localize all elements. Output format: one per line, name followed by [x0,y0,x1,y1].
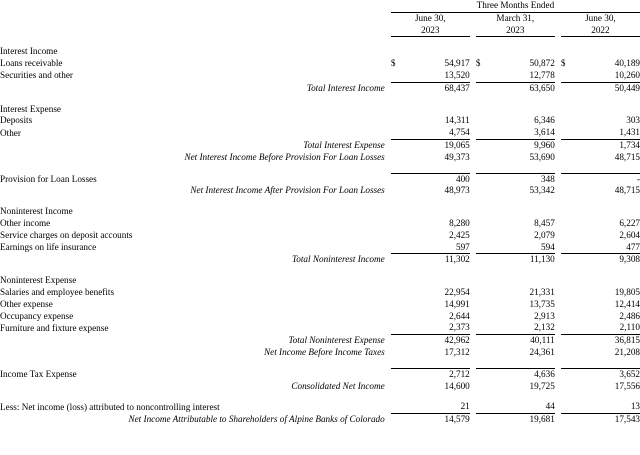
currency-symbol-cell-2 [476,139,492,151]
value-cell-3: 40,189 [614,58,640,69]
derived-total-row [0,152,640,164]
value-cell-3: 50,449 [577,82,640,94]
currency-symbol-cell-1: $ [390,58,396,69]
header-blank [0,12,385,24]
value-cell-2 [492,206,555,218]
currency-symbol-cell-1 [391,242,407,254]
subtotal-row [0,254,640,266]
section-title: Interest Expense [0,103,61,114]
currency-symbol-cell-2 [476,414,492,426]
value-cell-1 [407,275,470,287]
derived-total-label: Net Interest Income Before Provision For Loan Losses [184,151,385,162]
currency-symbol-cell-3 [561,70,577,82]
currency-symbol-cell-2 [476,82,492,94]
value-cell-3: 9,308 [577,254,640,266]
section-title: Noninterest Income [0,206,73,217]
section-header-row [0,368,640,380]
currency-symbol-cell-3 [561,206,577,218]
value-cell-1: 597 [455,241,470,252]
currency-symbol-cell-3 [561,115,577,127]
currency-symbol-cell-1 [391,368,407,380]
currency-symbol-cell-1 [391,322,407,334]
value-cell-3: 36,815 [577,335,640,347]
line-item-row [0,230,640,242]
header-column-1-line2: 2023 [391,25,470,37]
value-cell-1: 14,579 [407,414,470,426]
currency-symbol-cell-1 [391,70,407,82]
currency-symbol-cell-3 [561,82,577,94]
currency-symbol-cell-2 [476,152,492,164]
section-title: Provision for Loan Losses [0,173,97,184]
value-cell-2: 50,872 [529,58,555,69]
line-item-label: Deposits [0,115,33,126]
currency-symbol-cell-2 [476,173,492,185]
section-header-row [0,206,640,218]
currency-symbol-cell-3 [561,335,577,347]
currency-symbol-cell-3 [561,104,577,116]
spacer-cell [0,359,640,369]
currency-symbol-cell-2 [476,322,492,334]
header-column-2-line2: 2023 [476,25,555,37]
value-cell-2: 19,725 [529,380,555,391]
value-cell-3: 1,431 [619,127,640,138]
currency-symbol-cell-3 [561,381,577,393]
subtotal-label: Total Noninterest Income [292,254,385,265]
currency-symbol-cell-3 [561,230,577,242]
value-cell-3: 17,543 [577,414,640,426]
value-cell-3 [577,46,640,58]
currency-symbol-cell-3: $ [560,58,566,69]
value-cell-3: 19,805 [614,286,640,297]
spacer-cell [0,197,640,206]
value-cell-1: 19,065 [407,139,470,151]
value-cell-3: 10,260 [614,69,640,80]
line-item-label: Loans receivable [0,58,63,69]
derived-total-label: Net Interest Income After Provision For Loan Losses [190,185,385,196]
value-cell-3: 48,715 [614,185,640,196]
currency-symbol-cell-1 [391,82,407,94]
value-cell-1: 14,600 [444,380,470,391]
value-cell-3: 1,734 [577,139,640,151]
line-item-label: Other expense [0,298,53,309]
spacer-cell [0,392,640,401]
value-cell-2: 2,132 [534,322,555,333]
derived-total-row [0,185,640,197]
row-spacer [0,37,640,47]
currency-symbol-cell-3 [561,401,577,413]
line-item-row [0,311,640,323]
value-cell-1: 2,425 [449,229,470,240]
value-cell-2: 44 [545,401,555,412]
value-cell-1: 68,437 [407,82,470,94]
value-cell-2: 19,681 [492,414,555,426]
value-cell-3: 2,486 [619,310,640,321]
currency-symbol-cell-3 [561,127,577,139]
currency-symbol-cell-2 [476,287,492,299]
line-item-label: Other [0,127,21,138]
value-cell-1: 11,302 [407,254,470,266]
derived-total-label: Net Income Before Income Taxes [263,346,385,357]
line-item-row [0,242,640,254]
currency-symbol-cell-1 [391,254,407,266]
currency-symbol-cell-3 [561,414,577,426]
value-cell-1: 13,520 [444,69,470,80]
line-item-label: Salaries and employee benefits [0,286,115,297]
currency-symbol-cell-2 [476,275,492,287]
value-cell-2 [492,275,555,287]
currency-symbol-cell-3 [561,299,577,311]
line-item-row [0,127,640,139]
value-cell-3 [577,206,640,218]
value-cell-1 [407,46,470,58]
value-cell-2 [492,46,555,58]
header-column-1-line1: June 30, [414,12,446,23]
currency-symbol-cell-3 [561,173,577,185]
section-header-row [0,173,640,185]
less-row-label: Less: Net income (loss) attributed to noncontrolling interest [0,401,220,412]
value-cell-1: 2,373 [449,322,470,333]
section-title: Noninterest Expense [0,275,77,286]
value-cell-2: 2,079 [534,229,555,240]
line-item-label: Other income [0,217,51,228]
value-cell-3: 12,414 [614,298,640,309]
value-cell-2: 348 [492,173,555,185]
line-item-row [0,70,640,82]
row-spacer [0,95,640,104]
subtotal-label: Total Noninterest Expense [288,335,385,346]
value-cell-2: 21,331 [529,286,555,297]
header-blank [0,25,385,37]
value-cell-3: 21,208 [614,346,640,357]
row-spacer [0,164,640,174]
currency-symbol-cell-2 [476,230,492,242]
currency-symbol-cell-3 [561,152,577,164]
value-cell-2: 24,361 [529,346,555,357]
spacer-cell [0,95,640,104]
line-item-label: Occupancy expense [0,310,74,321]
net-income-attributable-row [0,414,640,426]
currency-symbol-cell-2 [476,104,492,116]
value-cell-3: 6,227 [619,217,640,228]
value-cell-2: 53,690 [529,151,555,162]
value-cell-1: 17,312 [444,346,470,357]
currency-symbol-cell-1 [391,127,407,139]
derived-total-row [0,347,640,359]
spacer-cell [0,37,640,47]
currency-symbol-cell-1 [391,152,407,164]
value-cell-1: 14,991 [444,298,470,309]
header-date-line2-row [0,25,640,37]
value-cell-1: 2,712 [407,368,470,380]
currency-symbol-cell-3 [561,347,577,359]
value-cell-3: 17,556 [614,380,640,391]
currency-symbol-cell-3 [561,242,577,254]
currency-symbol-cell-3 [561,368,577,380]
value-cell-1: 2,644 [449,310,470,321]
currency-symbol-cell-2 [476,347,492,359]
derived-total-label: Consolidated Net Income [291,380,385,391]
header-column-2-line1: March 31, [496,12,535,23]
value-cell-1: 400 [407,173,470,185]
line-item-label: Furniture and fixture expense [0,322,109,333]
row-spacer [0,359,640,369]
value-cell-3: - [577,173,640,185]
value-cell-1: 8,280 [449,217,470,228]
currency-symbol-cell-1 [391,206,407,218]
currency-symbol-cell-2 [476,401,492,413]
currency-symbol-cell-2 [476,242,492,254]
currency-symbol-cell-3 [561,254,577,266]
line-item-row [0,58,640,70]
currency-symbol-cell-3 [561,218,577,230]
value-cell-3: 2,110 [619,322,640,333]
currency-symbol-cell-1 [391,401,407,413]
subtotal-label: Total Interest Expense [303,139,385,150]
currency-symbol-cell-3 [561,311,577,323]
value-cell-3: 2,604 [619,229,640,240]
currency-symbol-cell-1 [391,218,407,230]
value-cell-2: 40,111 [492,335,555,347]
value-cell-1: 54,917 [444,58,470,69]
final-total-label: Net Income Attributable to Shareholders of Alpine Banks of Colorado [128,414,385,425]
header-group-label: Three Months Ended [391,0,640,12]
currency-symbol-cell-2 [476,254,492,266]
value-cell-2: 63,650 [492,82,555,94]
row-spacer [0,197,640,206]
line-item-label: Earnings on life insurance [0,242,97,253]
currency-symbol-cell-1 [391,115,407,127]
currency-symbol-cell-1 [391,414,407,426]
currency-symbol-cell-2 [476,46,492,58]
subtotal-label: Total Interest Income [306,82,385,93]
value-cell-3: 3,652 [577,368,640,380]
value-cell-1: 48,973 [444,185,470,196]
value-cell-2: 3,614 [534,127,555,138]
value-cell-1 [407,104,470,116]
value-cell-3: 477 [626,241,640,252]
row-spacer [0,392,640,401]
value-cell-2: 6,346 [534,115,555,126]
section-header-row [0,104,640,116]
currency-symbol-cell-1 [391,381,407,393]
value-cell-2: 9,960 [492,139,555,151]
currency-symbol-cell-2 [476,381,492,393]
value-cell-1: 22,954 [444,286,470,297]
line-item-row [0,299,640,311]
currency-symbol-cell-2 [476,335,492,347]
section-header-row [0,275,640,287]
header-column-3-line2: 2022 [561,25,640,37]
currency-symbol-cell-2 [476,185,492,197]
currency-symbol-cell-3 [561,46,577,58]
value-cell-3: 13 [630,401,640,412]
currency-symbol-cell-1 [391,335,407,347]
value-cell-2: 53,342 [529,185,555,196]
less-noncontrolling-row [0,401,640,413]
header-column-3-line1: June 30, [585,12,616,23]
section-title: Income Tax Expense [0,368,77,379]
currency-symbol-cell-2 [476,115,492,127]
value-cell-2: 4,636 [492,368,555,380]
spacer-cell [0,266,640,275]
currency-symbol-cell-2 [476,299,492,311]
currency-symbol-cell-2: $ [475,58,481,69]
currency-symbol-cell-1 [391,173,407,185]
line-item-row [0,218,640,230]
value-cell-2: 11,130 [492,254,555,266]
value-cell-2: 594 [541,241,555,252]
currency-symbol-cell-3 [561,275,577,287]
value-cell-2: 8,457 [534,217,555,228]
currency-symbol-cell-2 [476,311,492,323]
value-cell-3 [577,275,640,287]
value-cell-2: 13,735 [529,298,555,309]
currency-symbol-cell-3 [561,139,577,151]
subtotal-row [0,335,640,347]
currency-symbol-cell-1 [391,311,407,323]
value-cell-3 [577,104,640,116]
derived-total-row [0,381,640,393]
line-item-row [0,115,640,127]
header-blank [0,0,385,12]
line-item-row [0,287,640,299]
line-item-label: Securities and other [0,70,73,81]
value-cell-1: 42,962 [407,335,470,347]
value-cell-1: 14,311 [444,115,470,126]
currency-symbol-cell-1 [391,347,407,359]
value-cell-3: 303 [626,115,640,126]
currency-symbol-cell-3 [561,287,577,299]
currency-symbol-cell-1 [391,185,407,197]
currency-symbol-cell-2 [476,70,492,82]
spacer-cell [0,164,640,174]
currency-symbol-cell-2 [476,206,492,218]
value-cell-1: 4,754 [449,127,470,138]
subtotal-row [0,82,640,94]
currency-symbol-cell-1 [391,230,407,242]
value-cell-1 [407,206,470,218]
currency-symbol-cell-1 [391,287,407,299]
subtotal-row [0,139,640,151]
line-item-label: Service charges on deposit accounts [0,229,133,240]
currency-symbol-cell-2 [476,218,492,230]
currency-symbol-cell-3 [561,185,577,197]
value-cell-2: 12,778 [529,69,555,80]
header-group-row [0,0,640,12]
section-title: Interest Income [0,46,58,57]
section-header-row [0,46,640,58]
value-cell-3: 48,715 [614,151,640,162]
currency-symbol-cell-1 [391,299,407,311]
currency-symbol-cell-1 [391,275,407,287]
currency-symbol-cell-1 [391,139,407,151]
currency-symbol-cell-2 [476,368,492,380]
value-cell-1: 21 [460,401,470,412]
row-spacer [0,266,640,275]
line-item-row [0,322,640,334]
currency-symbol-cell-2 [476,127,492,139]
value-cell-2: 2,913 [534,310,555,321]
value-cell-2 [492,104,555,116]
currency-symbol-cell-1 [391,46,407,58]
currency-symbol-cell-3 [561,322,577,334]
currency-symbol-cell-1 [391,104,407,116]
header-date-line1-row [0,12,640,24]
value-cell-1: 49,373 [444,151,470,162]
